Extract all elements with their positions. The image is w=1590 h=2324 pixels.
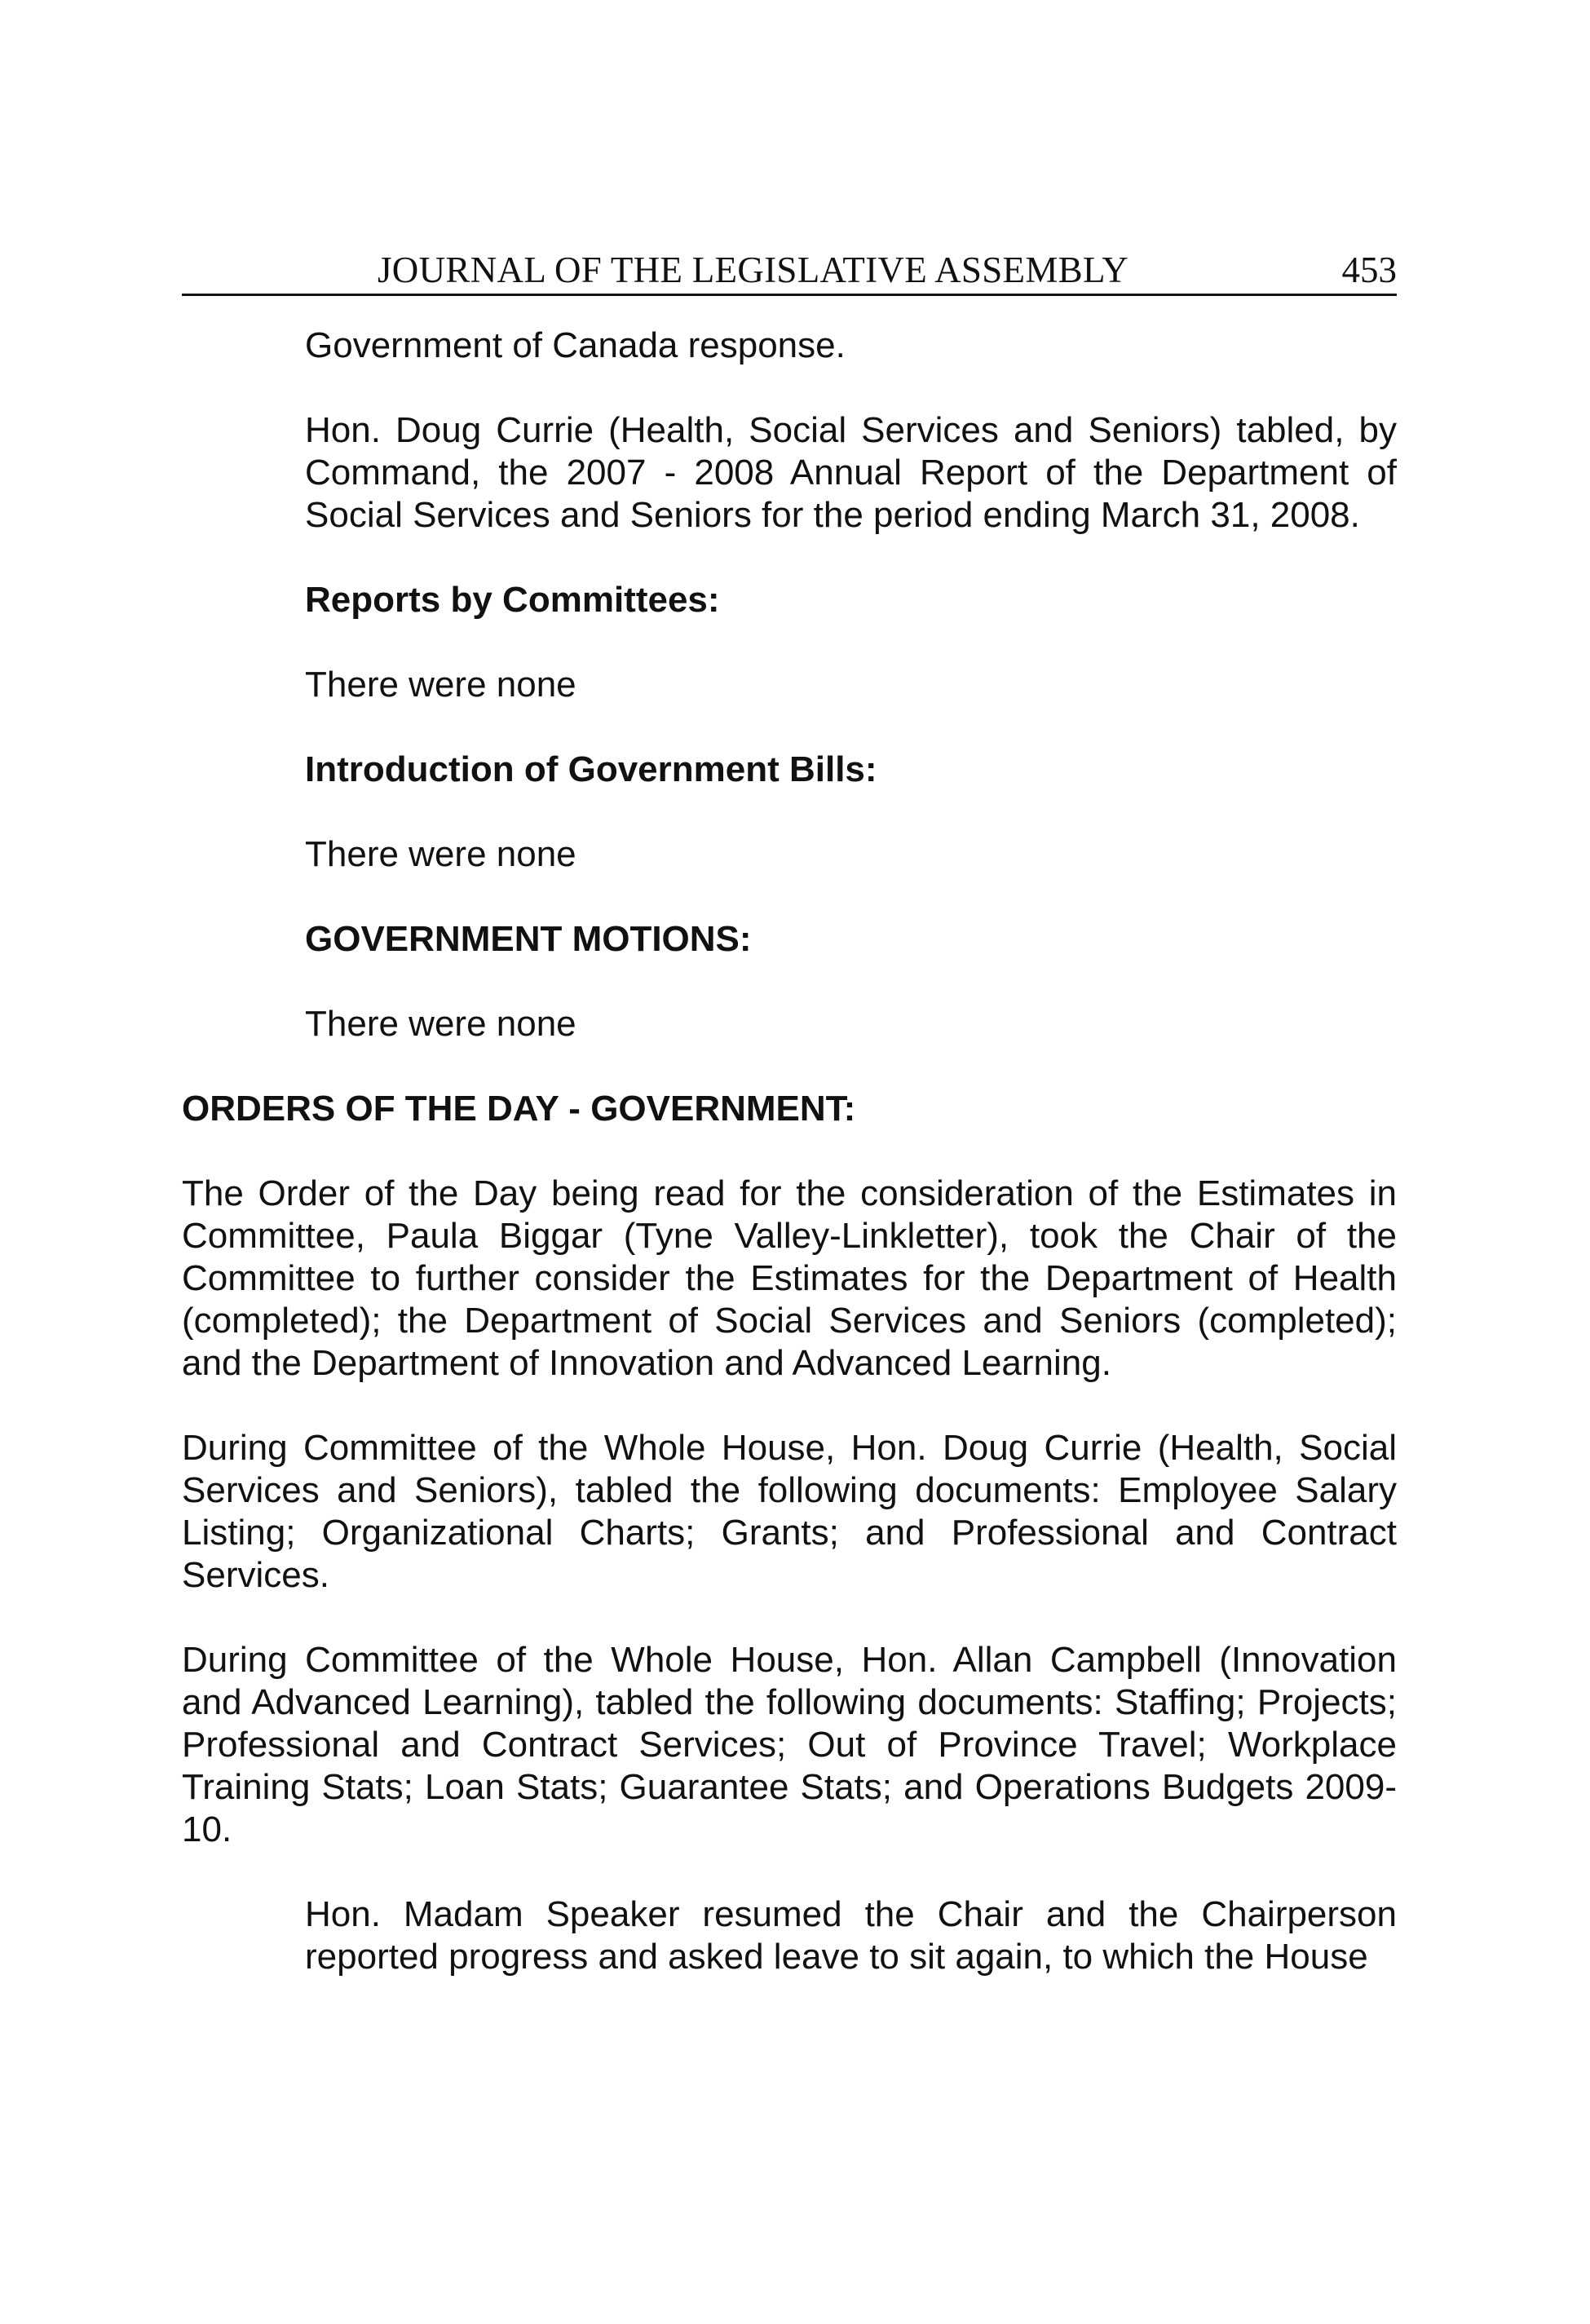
paragraph-canada-response: Government of Canada response. <box>305 325 846 365</box>
heading-reports-by-committees: Reports by Committees: <box>305 580 720 620</box>
paragraph-orders-of-the-day: The Order of the Day being read for the consideration of the Estimates in Committee, Paula Biggar (Tyne Valley-Linkletter), took the Chair of the Committee to further consider the Estimates for the Department of Health (completed); the Department of Social Services and Seniors (completed); and the Department of Innovation and Advanced Learning. <box>182 1173 1397 1383</box>
journal-title: JOURNAL OF THE LEGISLATIVE ASSEMBLY <box>378 250 1129 290</box>
paragraph-campbell-tabled-documents: During Committee of the Whole House, Hon. Allan Campbell (Innovation and Advanced Learning), tabled the following documents: Staffing; Projects; Professional and Contract Services; Out of Province Travel; Workplace Training Stats; Loan Stats; Guarantee Stats; and Operations Budgets 2009-10. <box>182 1640 1397 1849</box>
paragraph-bills-none: There were none <box>305 834 576 874</box>
page-number: 453 <box>1341 250 1397 290</box>
running-header <box>182 246 1397 296</box>
journal-body <box>182 325 1397 2021</box>
paragraph-currie-annual-report: Hon. Doug Currie (Health, Social Services and Seniors) tabled, by Command, the 2007 - 2008 Annual Report of the Department of Social Services and Seniors for the period ending March 31, 2008. <box>305 410 1397 535</box>
heading-orders-of-the-day: ORDERS OF THE DAY - GOVERNMENT: <box>182 1089 856 1129</box>
heading-introduction-government-bills: Introduction of Government Bills: <box>305 749 877 789</box>
paragraph-speaker-resumed-chair: Hon. Madam Speaker resumed the Chair and the Chairperson reported progress and asked leave to sit again, to which the House <box>305 1894 1397 1977</box>
heading-government-motions: GOVERNMENT MOTIONS: <box>305 919 752 959</box>
paragraph-currie-tabled-documents: During Committee of the Whole House, Hon. Doug Currie (Health, Social Services and Seniors), tabled the following documents: Employee Salary Listing; Organizational Charts; Grants; and Professional and Contract Services. <box>182 1428 1397 1595</box>
paragraph-reports-none: There were none <box>305 665 576 705</box>
paragraph-motions-none: There were none <box>305 1004 576 1044</box>
